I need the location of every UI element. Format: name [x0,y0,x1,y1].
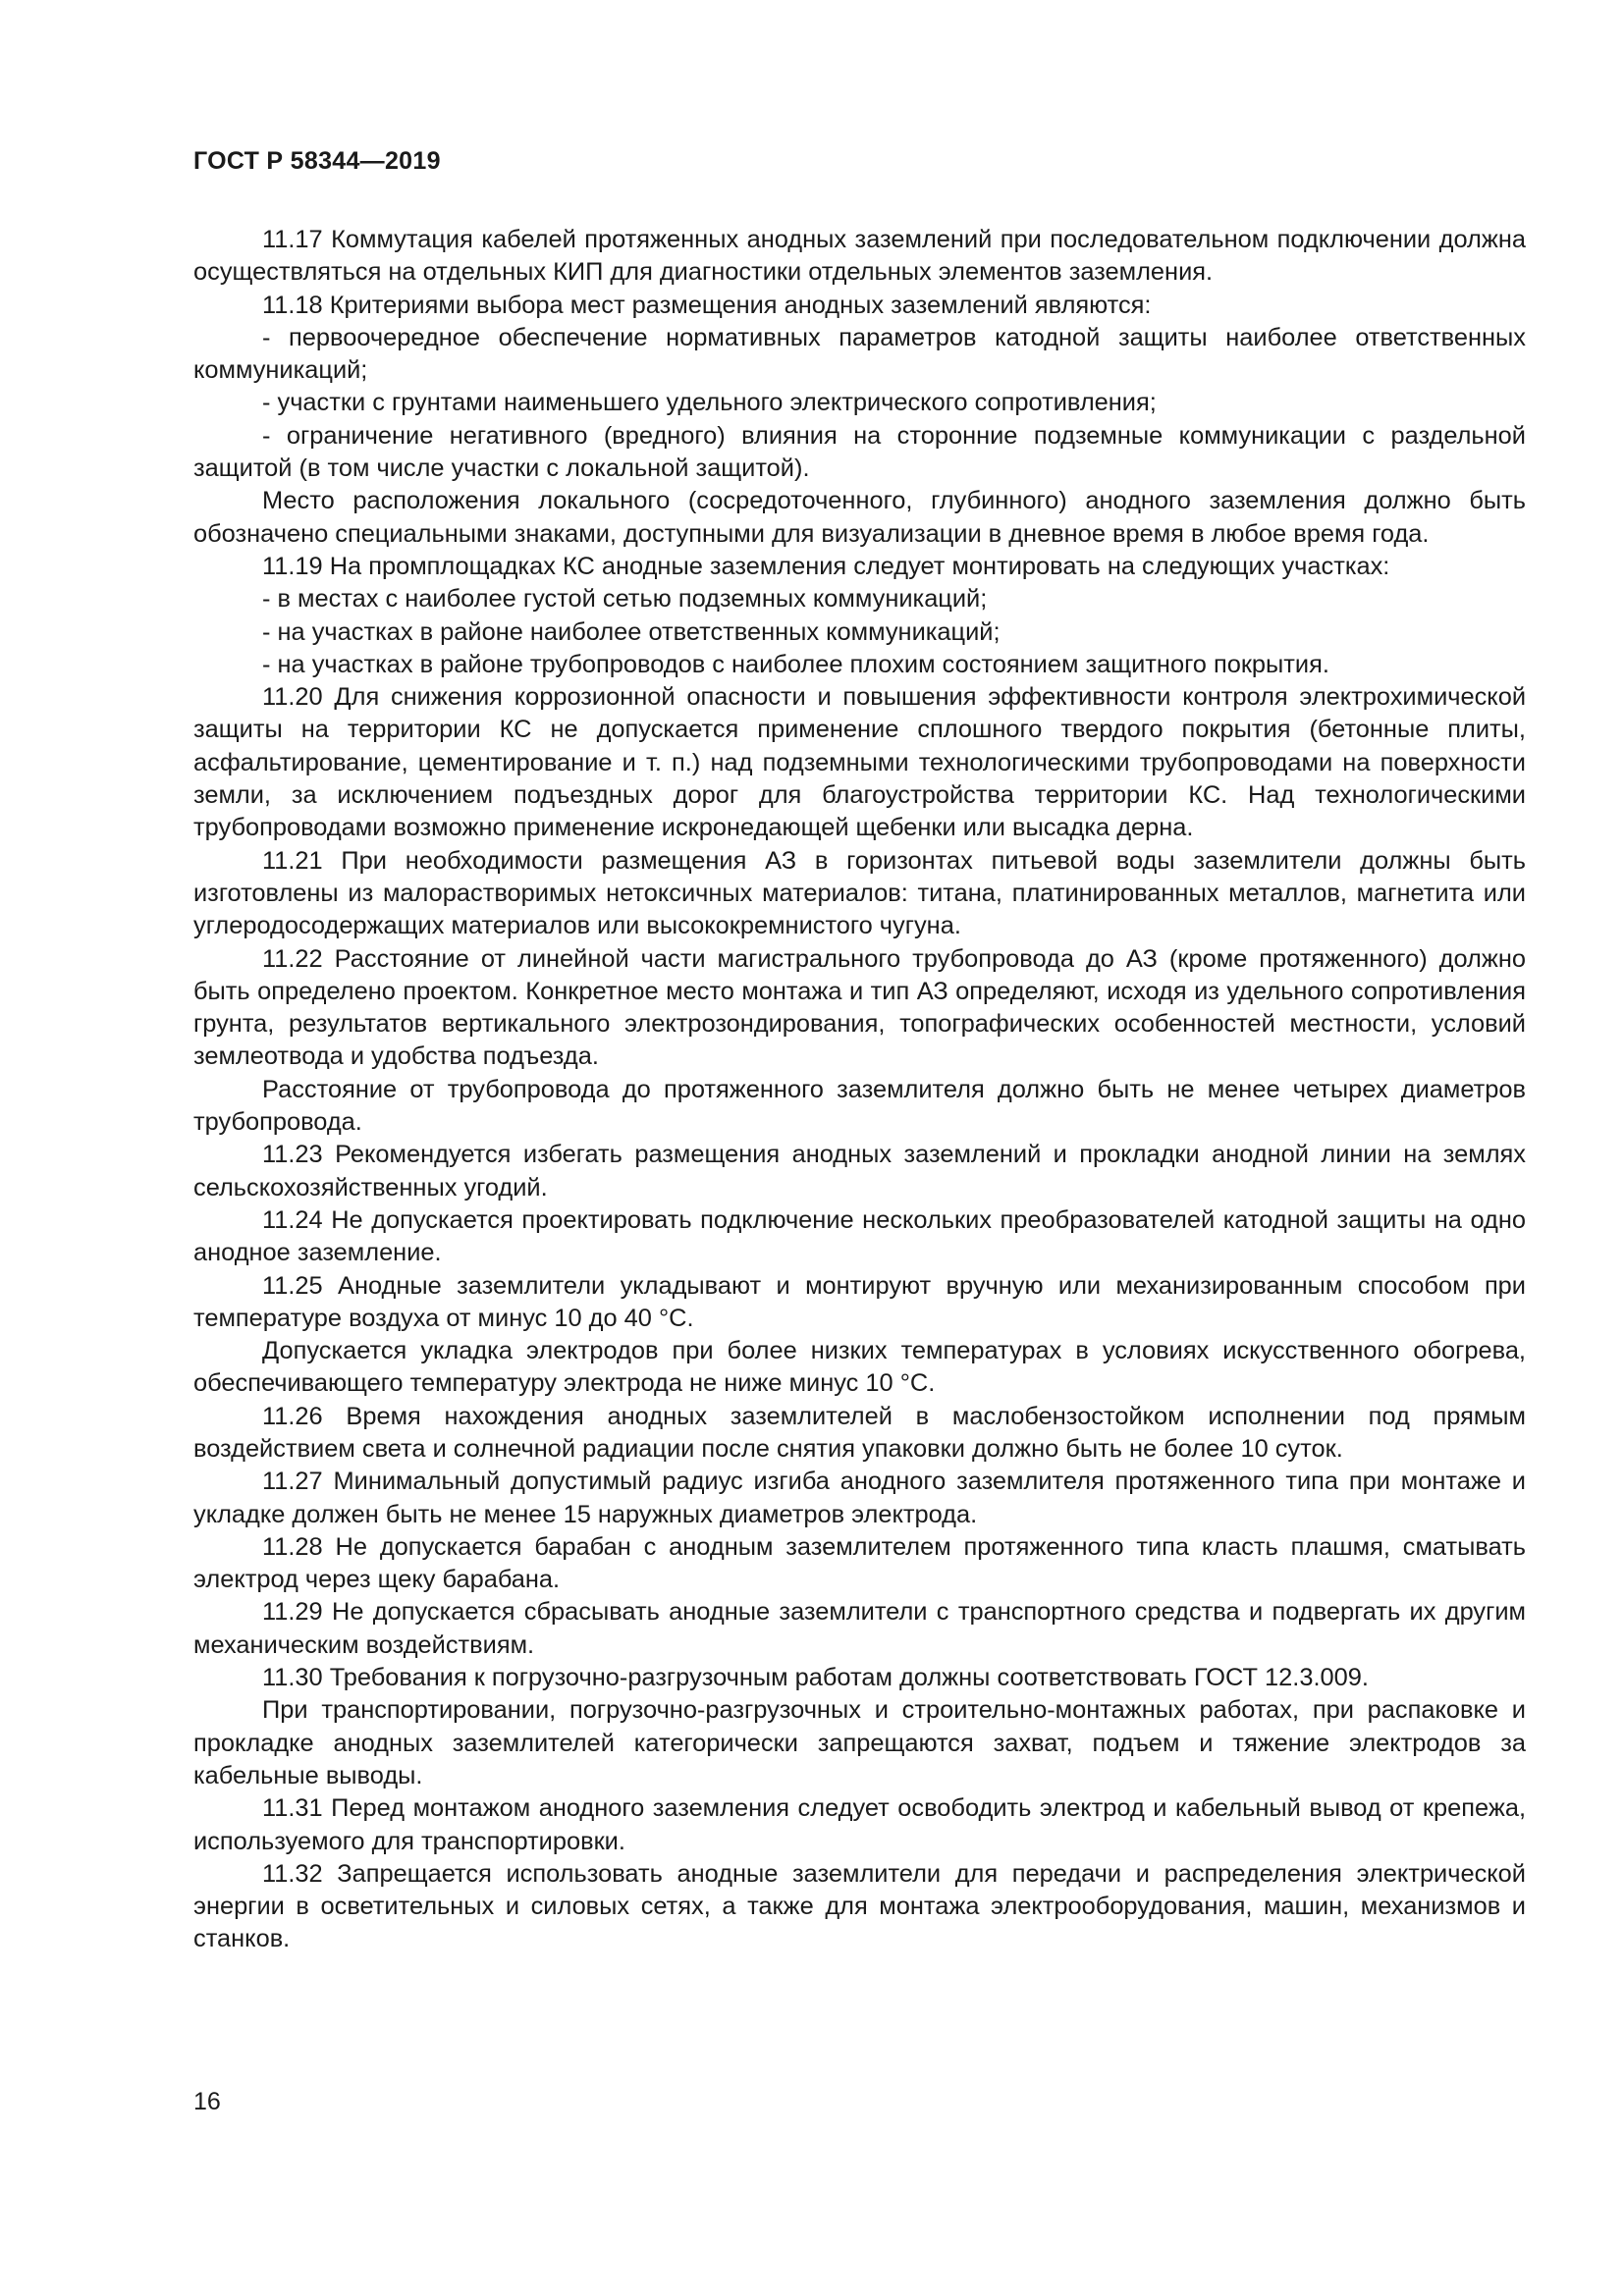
paragraph-11-25: 11.25 Анодные заземлители укладывают и монтируют вручную или механизированным способом при температуре воздуха от минус 10 до 40 °С. [193,1271,1526,1332]
list-item: - на участках в районе наиболее ответственных коммуникаций; [262,617,1001,646]
list-item: - участки с грунтами наименьшего удельного электрического сопротивления; [262,389,1157,417]
paragraph-11-19: 11.19 На промплощадках КС анодные заземления следует монтировать на следующих участках: [262,552,1390,580]
paragraph-11-30: 11.30 Требования к погрузочно-разгрузочным работам должны соответствовать ГОСТ 12.3.009. [262,1664,1369,1692]
list-item: - ограничение негативного (вредного) влияния на сторонние подземные коммуникации с раздельной защитой (в том числе участки с локальной защитой). [193,421,1526,483]
list-item: - в местах с наиболее густой сетью подземных коммуникаций; [262,585,988,614]
paragraph-11-23: 11.23 Рекомендуется избегать размещения анодных заземлений и прокладки анодной линии на землях сельскохозяйственных угодий. [193,1141,1526,1201]
page-number: 16 [193,2088,221,2115]
paragraph-11-17: 11.17 Коммутация кабелей протяженных анодных заземлений при последовательном подключении должна осуществляться на отдельных КИП для диагностики отдельных элементов заземления. [193,226,1526,287]
paragraph-11-20: 11.20 Для снижения коррозионной опасности и повышения эффективности контроля электрохимической защиты на территории КС не допускается применение сплошного твердого покрытия (бетонные плиты, асфальтирование, цементирование и т. п.) над подземными технологическими трубопроводами на поверхности земли, за исключением подъездных дорог для благоустройства территории КС. Над технологическими трубопроводами возможно применение искронедающей щебенки или высадка дерна. [193,683,1526,842]
paragraph-11-29: 11.29 Не допускается сбрасывать анодные заземлители с транспортного средства и подвергать их другим механическим воздействиям. [193,1598,1526,1659]
paragraph-11-18: 11.18 Критериями выбора мест размещения анодных заземлений являются: [262,291,1152,319]
paragraph-11-28: 11.28 Не допускается барабан с анодным заземлителем протяженного типа класть плашмя, сматывать электрод через щеку барабана. [193,1532,1526,1594]
paragraph-11-22: 11.22 Расстояние от линейной части магистрального трубопровода до АЗ (кроме протяженного) должно быть определено проектом. Конкретное место монтажа и тип АЗ определяют, исходя из удельного сопротивления грунта, результатов вертикального электрозондирования, топографических особенностей местности, условий землеотвода и удобства подъезда. [193,944,1526,1071]
paragraph-11-32: 11.32 Запрещается использовать анодные заземлители для передачи и распределения электрической энергии в осветительных и силовых сетях, а также для монтажа электрооборудования, машин, механизмов и станков. [193,1859,1526,1953]
paragraph: Допускается укладка электродов при более низких температурах в условиях искусственного обогрева, обеспечивающего температуру электрода не ниже минус 10 °С. [193,1337,1526,1398]
paragraph-11-26: 11.26 Время нахождения анодных заземлителей в маслобензостойком исполнении под прямым воздействием света и солнечной радиации после снятия упаковки должно быть не более 10 суток. [193,1402,1526,1463]
paragraph-11-24: 11.24 Не допускается проектировать подключение нескольких преобразователей катодной защиты на одно анодное заземление. [193,1205,1526,1267]
paragraph: При транспортировании, погрузочно-разгрузочных и строительно-монтажных работах, при распаковке и прокладке анодных заземлителей категорически запрещаются захват, подъем и тяжение электродов за кабельные выводы. [193,1696,1526,1789]
list-item: - первоочередное обеспечение нормативных параметров катодной защиты наиболее ответственных коммуникаций; [193,323,1526,385]
paragraph-11-27: 11.27 Минимальный допустимый радиус изгиба анодного заземлителя протяженного типа при монтаже и укладке должен быть не менее 15 наружных диаметров электрода. [193,1468,1526,1528]
document-header: ГОСТ Р 58344—2019 [193,147,441,175]
paragraph: Место расположения локального (сосредоточенного, глубинного) анодного заземления должно быть обозначено специальными знаками, доступными для визуализации в дневное время в любое время года. [193,487,1526,548]
paragraph: Расстояние от трубопровода до протяженного заземлителя должно быть не менее четырех диаметров трубопровода. [193,1075,1526,1137]
paragraph-11-21: 11.21 При необходимости размещения АЗ в горизонтах питьевой воды заземлители должны быть изготовлены из малорастворимых нетоксичных материалов: титана, платинированных металлов, магнетита или углеродосодержащих материалов или высококремнистого чугуна. [193,846,1526,940]
list-item: - на участках в районе трубопроводов с наиболее плохим состоянием защитного покрытия. [262,650,1329,678]
document-body [193,224,1526,1956]
paragraph-11-31: 11.31 Перед монтажом анодного заземления следует освободить электрод и кабельный вывод от крепежа, используемого для транспортировки. [193,1794,1526,1855]
